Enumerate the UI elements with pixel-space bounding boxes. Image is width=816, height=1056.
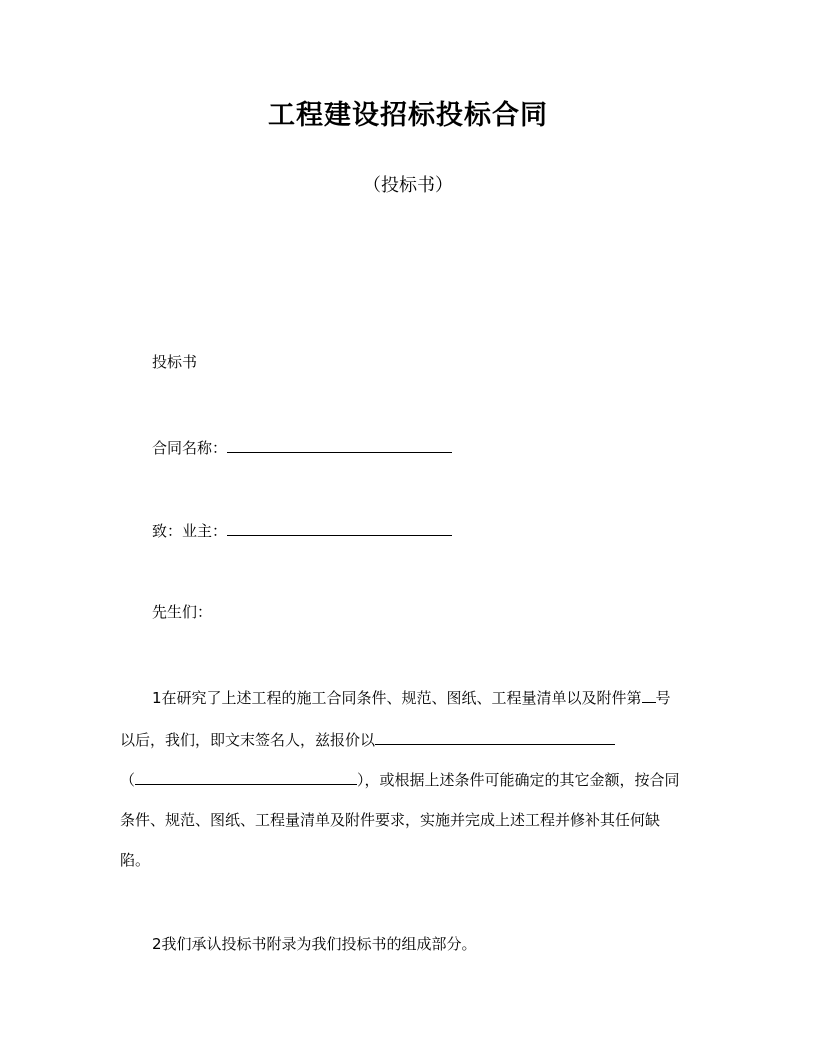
section-heading: 投标书 — [152, 353, 198, 371]
clause1-line1-end: 号 — [655, 689, 671, 707]
clause1-line3-open: （ — [120, 771, 136, 789]
clause1-line1-text: 1在研究了上述工程的施工合同条件、规范、图纸、工程量清单以及附件第 — [152, 689, 642, 707]
owner-row — [152, 517, 452, 543]
clause1-line2-text: 以后，我们，即文末签名人，兹报价以 — [120, 731, 376, 749]
price-figures-blank — [135, 766, 357, 785]
clause1-line3-text: ），或根据上述条件可能确定的其它金额，按合同 — [357, 771, 680, 789]
clause1-line5: 陷。 — [120, 851, 151, 869]
clause1-line4: 条件、规范、图纸、工程量清单及附件要求，实施并完成上述工程并修补其任何缺 — [120, 811, 661, 829]
price-words-blank — [375, 726, 615, 745]
clause2: 2我们承认投标书附录为我们投标书的组成部分。 — [152, 935, 477, 953]
contract-name-blank — [227, 434, 452, 453]
clause1-line2 — [120, 726, 696, 752]
owner-blank — [227, 517, 452, 536]
document-title: 工程建设招标投标合同 — [268, 100, 548, 131]
contract-name-row — [152, 434, 452, 460]
clause1-line1 — [152, 684, 696, 710]
contract-name-label: 合同名称： — [152, 439, 228, 457]
document-subtitle: （投标书） — [363, 175, 453, 196]
owner-label: 致：业主： — [152, 522, 228, 540]
salutation: 先生们： — [152, 603, 213, 621]
clause1-line3 — [120, 766, 696, 792]
appendix-number-blank — [642, 684, 656, 703]
